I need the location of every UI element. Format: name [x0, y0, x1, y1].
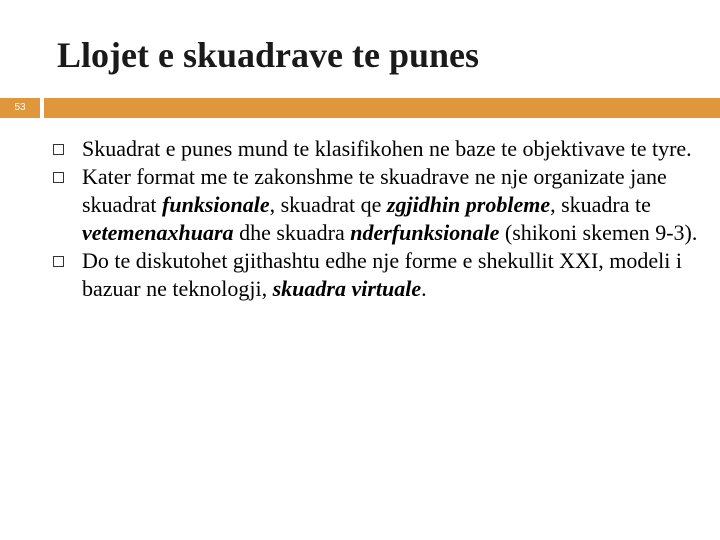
emphasized-term: skuadra virtuale	[272, 276, 422, 301]
bullet-item	[48, 247, 708, 303]
bullet-text-part: Kater format me te zakonshme te skuadrave ne nje organizate jane skuadrat	[82, 164, 667, 217]
square-bullet-icon	[53, 144, 64, 155]
bullet-text-part: Skuadrat e punes mund te klasifikohen ne baze te objektivave te tyre.	[82, 136, 692, 161]
bullet-text	[82, 248, 682, 301]
slide-title: Llojet e skuadrave te punes	[57, 35, 479, 75]
bullet-item	[48, 163, 708, 247]
bullet-text-part: , skuadra te	[550, 192, 651, 217]
bullet-text-part: dhe skuadra	[233, 220, 351, 245]
emphasized-term: funksionale	[162, 192, 270, 217]
square-bullet-icon	[53, 256, 64, 267]
bullet-list	[48, 135, 708, 303]
bullet-text-part: Do te diskutohet gjithashtu edhe nje forme e shekullit XXI, modeli i bazuar ne teknologji,	[82, 248, 682, 301]
bullet-text-part: (shikoni skemen 9-3).	[499, 220, 698, 245]
title-divider-bar	[44, 98, 720, 118]
bullet-text	[82, 136, 692, 161]
slide-number: 53	[14, 102, 26, 113]
bullet-text-part: , skuadrat qe	[269, 192, 387, 217]
bullet-text	[82, 164, 697, 245]
emphasized-term: vetemenaxhuara	[82, 220, 234, 245]
emphasized-term: nderfunksionale	[350, 220, 500, 245]
bullet-item	[48, 135, 708, 163]
bullet-text-part: .	[421, 276, 427, 301]
emphasized-term: zgjidhin probleme	[386, 192, 551, 217]
square-bullet-icon	[53, 172, 64, 183]
